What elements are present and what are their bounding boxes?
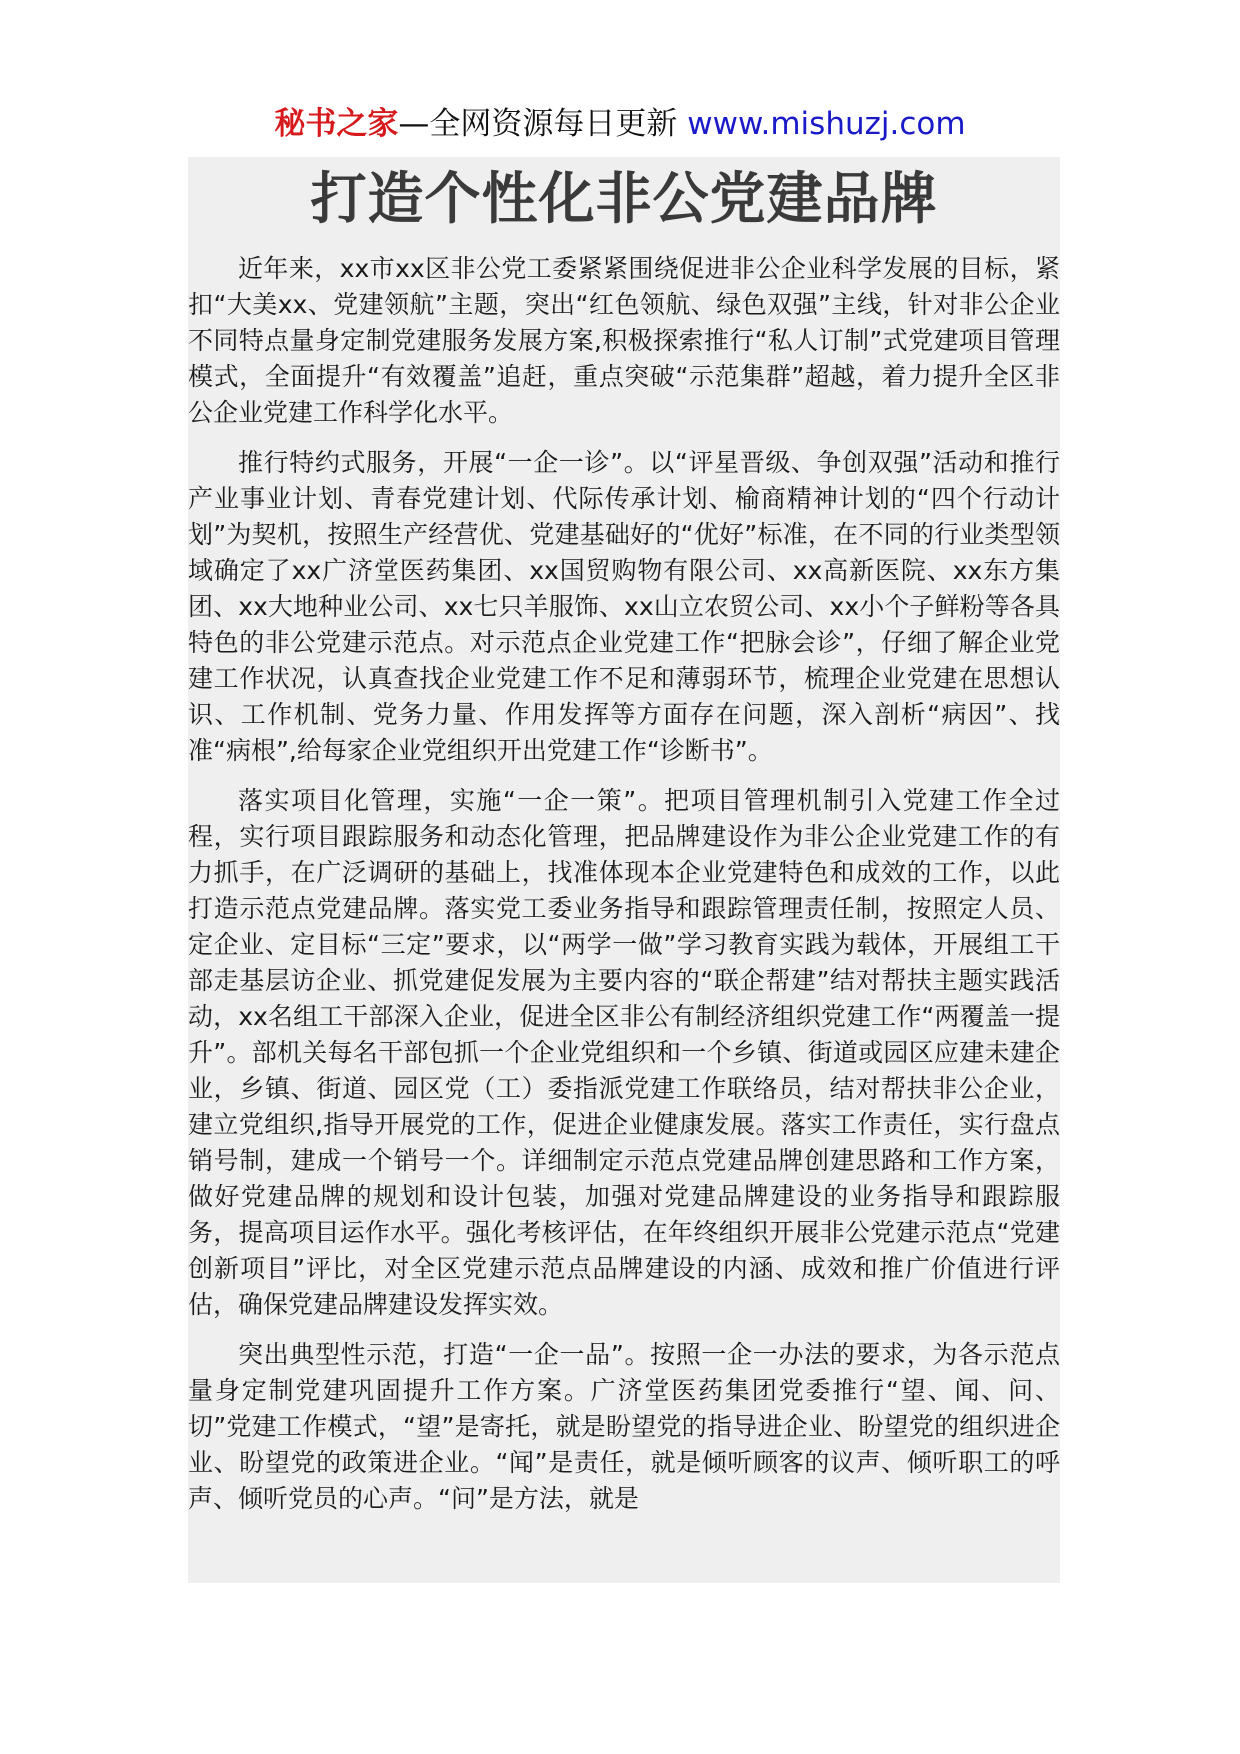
document-body — [188, 239, 1060, 1517]
site-header — [0, 100, 1240, 148]
document-panel — [188, 157, 1060, 1583]
site-tagline: —全网资源每日更新 — [398, 106, 678, 142]
site-url-link[interactable]: www.mishuzj.com — [687, 106, 966, 142]
paragraph-project-management: 落实项目化管理，实施“一企一策”。把项目管理机制引入党建工作全过程，实行项目跟踪服务和动态化管理，把品牌建设作为非公企业党建工作的有力抓手，在广泛调研的基础上，找准体现本企业党建特色和成效的工作，以此打造示范点党建品牌。落实党工委业务指导和跟踪管理责任制，按照定人员、定企业、定目标“三定”要求，以“两学一做”学习教育实践为载体，开展组工干部走基层访企业、抓党建促发展为主要内容的“联企帮建”结对帮扶主题实践活动，xx名组工干部深入企业，促进全区非公有制经济组织党建工作“两覆盖一提升”。部机关每名干部包抓一个企业党组织和一个乡镇、街道或园区应建未建企业，乡镇、街道、园区党（工）委指派党建工作联络员，结对帮扶非公企业，建立党组织,指导开展党的工作，促进企业健康发展。落实工作责任，实行盘点销号制，建成一个销号一个。详细制定示范点党建品牌创建思路和工作方案，做好党建品牌的规划和设计包装，加强对党建品牌建设的业务指导和跟踪服务，提高项目运作水平。强化考核评估，在年终组织开展非公党建示范点“党建创新项目”评比，对全区党建示范点品牌建设的内涵、成效和推广价值进行评估，确保党建品牌建设发挥实效。 — [188, 786, 1060, 1319]
document-title: 打造个性化非公党建品牌 — [310, 167, 938, 232]
paragraph-service: 推行特约式服务，开展“一企一诊”。以“评星晋级、争创双强”活动和推行产业事业计划、青春党建计划、代际传承计划、榆商精神计划的“四个行动计划”为契机，按照生产经营优、党建基础好的“优好”标准，在不同的行业类型领域确定了xx广济堂医药集团、xx国贸购物有限公司、xx高新医院、xx东方集团、xx大地种业公司、xx七只羊服饰、xx山立农贸公司、xx小个子鲜粉等各具特色的非公党建示范点。对示范点企业党建工作“把脉会诊”，仔细了解企业党建工作状况，认真查找企业党建工作不足和薄弱环节，梳理企业党建在思想认识、工作机制、党务力量、作用发挥等方面存在问题，深入剖析“病因”、找准“病根”,给每家企业党组织开出党建工作“诊断书”。 — [188, 448, 1060, 765]
site-brand: 秘书之家 — [274, 106, 399, 142]
paragraph-intro: 近年来，xx市xx区非公党工委紧紧围绕促进非公企业科学发展的目标，紧扣“大美xx、党建领航”主题，突出“红色领航、绿色双强”主线，针对非公企业不同特点量身定制党建服务发展方案,积极探索推行“私人订制”式党建项目管理模式，全面提升“有效覆盖”追赶，重点突破“示范集群”超越，着力提升全区非公企业党建工作科学化水平。 — [188, 254, 1060, 427]
paragraph-demonstration: 突出典型性示范，打造“一企一品”。按照一企一办法的要求，为各示范点量身定制党建巩固提升工作方案。广济堂医药集团党委推行“望、闻、问、切”党建工作模式，“望”是寄托，就是盼望党的指导进企业、盼望党的组织进企业、盼望党的政策进企业。“闻”是责任，就是倾听顾客的议声、倾听职工的呼声、倾听党员的心声。“问”是方法，就是 — [188, 1340, 1060, 1513]
